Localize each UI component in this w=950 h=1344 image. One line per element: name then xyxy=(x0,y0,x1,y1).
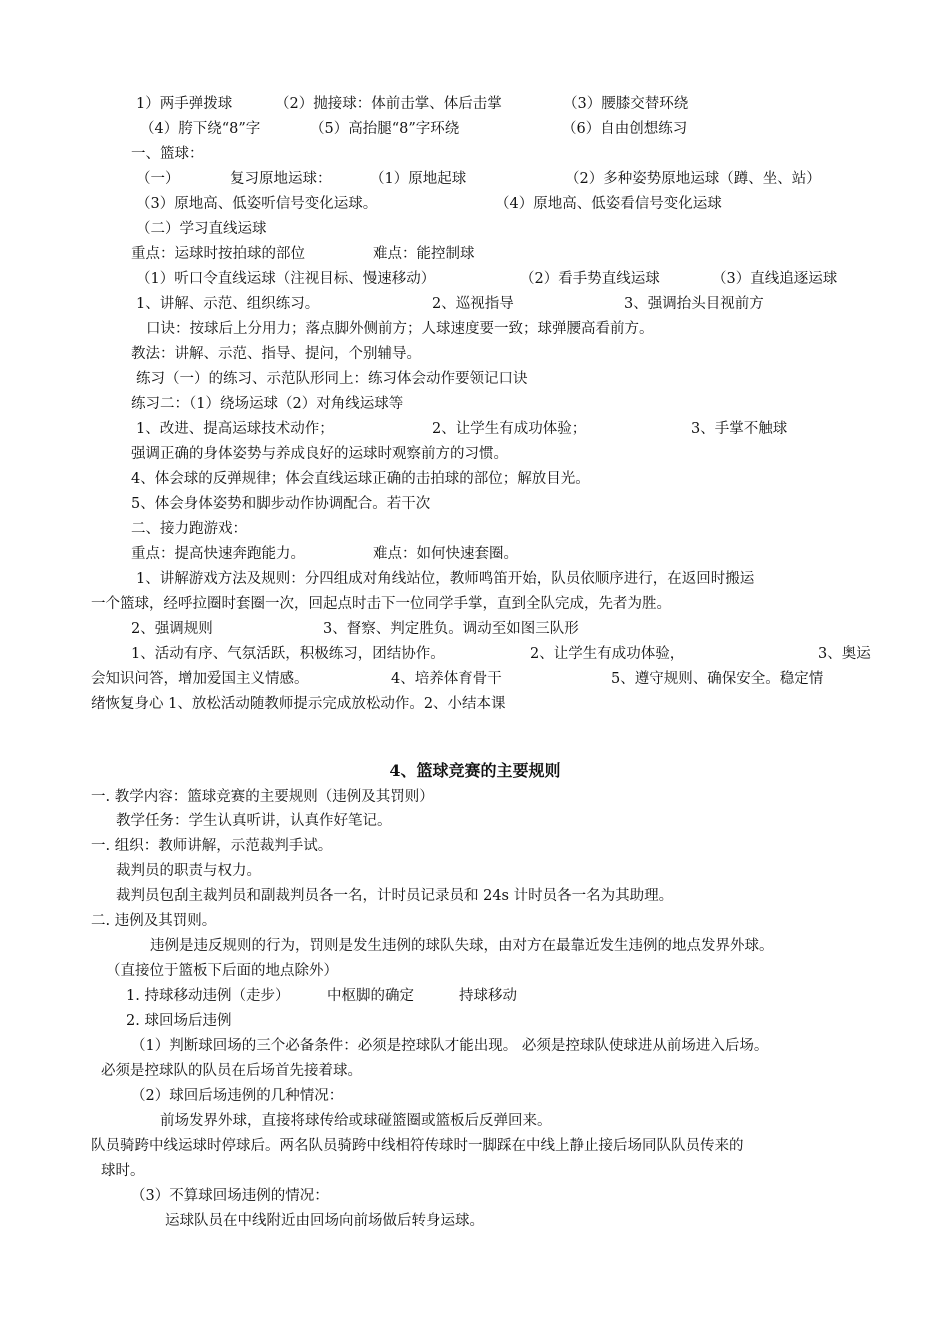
pivot-foot: 中枢脚的确定 xyxy=(327,988,414,1004)
straight-dribble-2: （2）看手势直线运球 xyxy=(520,271,660,287)
drill-line-4: （4）胯下绕“8”字 xyxy=(140,121,261,137)
outcome-5: 5、遵守规则、确保安全。稳定情 xyxy=(611,671,824,687)
subheading-one: （一） xyxy=(136,171,180,187)
relay-key-point: 重点：提高快速奔跑能力。 xyxy=(131,546,305,562)
violations-heading: 二. 违例及其罚则。 xyxy=(91,913,217,929)
drill-item-2: （2）多种姿势原地运球（蹲、坐、站） xyxy=(565,171,821,187)
teaching-content: 一. 教学内容：篮球竞赛的主要规则（违例及其罚则） xyxy=(91,789,434,805)
game-step-2: 2、强调规则 xyxy=(131,621,213,637)
method-2: 2、巡视指导 xyxy=(432,296,514,312)
backcourt-cases-heading: （2）球回后场违例的几种情况： xyxy=(131,1088,344,1104)
mnemonic: 口诀：按球后上分用力；落点脚外侧前方；人球速度要一致；球弹腰高看前方。 xyxy=(146,321,654,337)
goal-4: 4、体会球的反弹规律；体会直线运球正确的击拍球的部位；解放目光。 xyxy=(131,471,590,487)
drill-line-3: （3）腰膝交替环绕 xyxy=(563,96,689,112)
game-rules-line-2: 一个篮球，经呼拉圈时套圈一次，回起点时击下一位同学手掌，直到全队完成，先者为胜。 xyxy=(91,596,671,612)
outcome-1: 1、活动有序、气氛活跃，积极练习，团结协作。 xyxy=(131,646,445,662)
backcourt-case-2-cont: 球时。 xyxy=(101,1163,145,1179)
moving-with-ball: 持球移动 xyxy=(459,988,517,1004)
backcourt-conditions: （1）判断球回场的三个必备条件：必须是控球队才能出现。 必须是控球队使球进从前场进入后场。 xyxy=(131,1038,769,1054)
non-violation-heading: （3）不算球回场违例的情况： xyxy=(131,1188,329,1204)
teaching-task: 教学任务：学生认真听讲，认真作好笔记。 xyxy=(116,813,392,829)
heading-relay-game: 二、接力跑游戏： xyxy=(131,521,247,537)
drill-line-1: 1）两手弹拨球 xyxy=(136,96,233,112)
outcome-4: 4、培养体育骨干 xyxy=(391,671,502,687)
violation-exception: （直接位于篮板下后面的地点除外） xyxy=(106,963,338,979)
practice-two: 练习二：（1）绕场运球（2）对角线运球等 xyxy=(131,396,404,412)
teaching-method: 教法：讲解、示范、指导、提问，个别辅导。 xyxy=(131,346,421,362)
method-1: 1、讲解、示范、组织练习。 xyxy=(136,296,320,312)
relay-difficult-point: 难点：如何快速套圈。 xyxy=(373,546,518,562)
travel-violation: 1. 持球移动违例（走步） xyxy=(126,988,290,1004)
goal-1: 1、改进、提高运球技术动作； xyxy=(136,421,334,437)
method-3: 3、强调抬头目视前方 xyxy=(624,296,764,312)
game-step-3: 3、督察、判定胜负。调动至如图三队形 xyxy=(323,621,579,637)
drill-item-4: （4）原地高、低姿看信号变化运球 xyxy=(495,196,722,212)
outcome-2: 2、让学生有成功体验， xyxy=(530,646,685,662)
goal-5: 5、体会身体姿势和脚步动作协调配合。若干次 xyxy=(131,496,431,512)
drill-item-1: （1）原地起球 xyxy=(370,171,467,187)
heading-basketball: 一、篮球： xyxy=(131,146,204,162)
section-title: 4、篮球竞赛的主要规则 xyxy=(389,761,561,780)
game-rules-line-1: 1、讲解游戏方法及规则：分四组成对角线站位，教师鸣笛开始，队员依顺序进行，在返回时搬运 xyxy=(136,571,755,587)
referee-composition: 裁判员包刮主裁判员和副裁判员各一名，计时员记录员和 24s 计时员各一名为其助理。 xyxy=(116,888,674,904)
straight-dribble-1: （1）听口令直线运球（注视目标、慢速移动） xyxy=(136,271,436,287)
organization: 一. 组织：教师讲解，示范裁判手试。 xyxy=(91,838,333,854)
key-point: 重点：运球时按拍球的部位 xyxy=(131,246,305,262)
goal-3: 3、手掌不触球 xyxy=(691,421,788,437)
referee-duties: 裁判员的职责与权力。 xyxy=(116,863,261,879)
drill-line-5: （5）高抬腿“8”字环绕 xyxy=(310,121,460,137)
practice-one: 练习（一）的练习、示范队形同上：练习体会动作要领记口诀 xyxy=(136,371,528,387)
drill-line-2: （2）抛接球：体前击掌、体后击掌 xyxy=(275,96,502,112)
backcourt-conditions-cont: 必须是控球队的队员在后场首先接着球。 xyxy=(101,1063,362,1079)
outcome-3: 3、奥运 xyxy=(818,646,871,662)
backcourt-case-2: 队员骑跨中线运球时停球后。两名队员骑跨中线相符传球时一脚踩在中线上静止接后场同队队员传来的 xyxy=(91,1138,744,1154)
goal-2: 2、让学生有成功体验； xyxy=(432,421,587,437)
straight-dribble-3: （3）直线追逐运球 xyxy=(712,271,838,287)
review-dribble-label: 复习原地运球： xyxy=(230,171,332,187)
violation-definition: 违例是违反规则的行为，罚则是发生违例的球队失球，由对方在最靠近发生违例的地点发界外球。 xyxy=(150,938,774,954)
backcourt-violation: 2. 球回场后违例 xyxy=(126,1013,232,1029)
emphasis-line: 强调正确的身体姿势与养成良好的运球时观察前方的习惯。 xyxy=(131,446,508,462)
non-violation-case: 运球队员在中线附近由回场向前场做后转身运球。 xyxy=(165,1213,484,1229)
outcome-3-cont: 会知识问答，增加爱国主义情感。 xyxy=(91,671,309,687)
subheading-two: （二）学习直线运球 xyxy=(136,221,267,237)
backcourt-case-1: 前场发界外球，直接将球传给或球碰篮圈或篮板后反弹回来。 xyxy=(160,1113,552,1129)
closing-line: 绪恢复身心 1、放松活动随教师提示完成放松动作。2、小结本课 xyxy=(91,696,506,712)
drill-line-6: （6）自由创想练习 xyxy=(562,121,688,137)
drill-item-3: （3）原地高、低姿听信号变化运球。 xyxy=(136,196,378,212)
difficult-point: 难点：能控制球 xyxy=(373,246,475,262)
